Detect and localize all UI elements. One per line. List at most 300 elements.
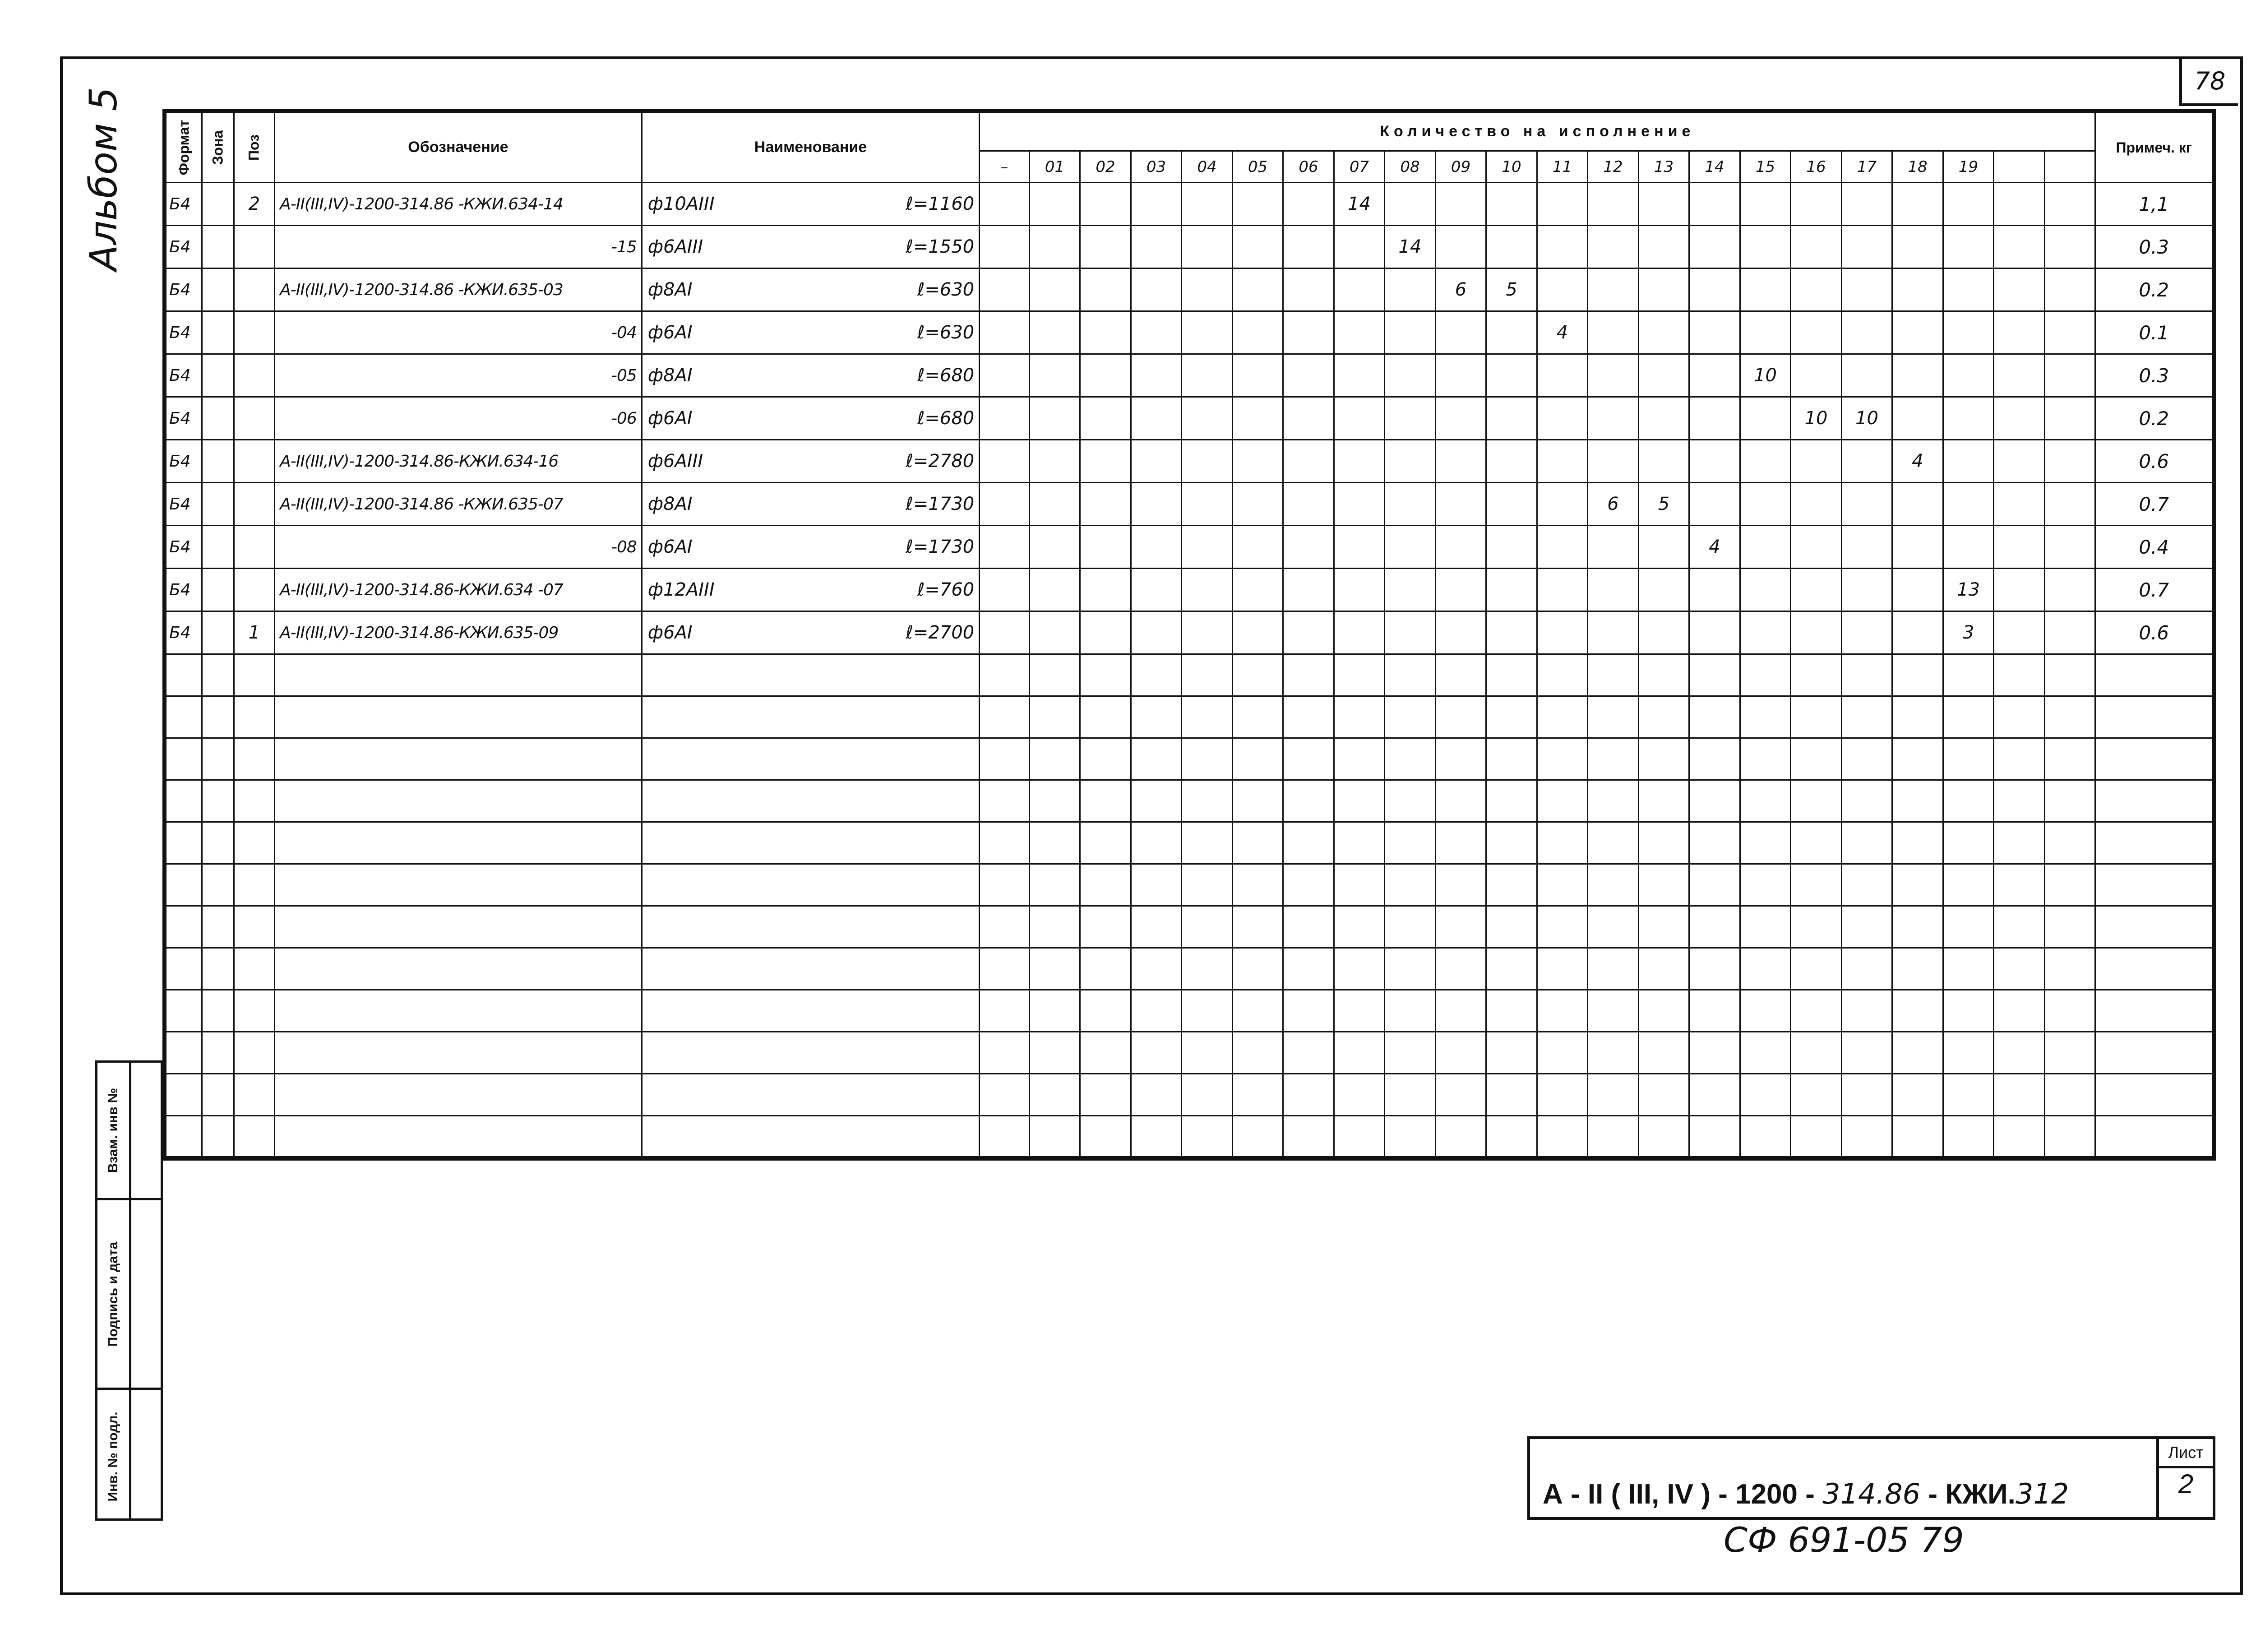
note-cell [2095, 906, 2213, 948]
header-zone: Зона [202, 112, 234, 183]
quantity-cell [1334, 483, 1385, 526]
quantity-cell [1638, 354, 1689, 397]
bar-length: ℓ=1160 [906, 194, 975, 214]
quantity-cell [1588, 569, 1639, 611]
quantity-cell [1486, 569, 1537, 611]
quantity-cell [1385, 906, 1436, 948]
quantity-cell [1841, 822, 1892, 864]
quantity-cell [980, 780, 1030, 822]
designation-cell [275, 1032, 642, 1074]
table-row [166, 526, 2213, 569]
quantity-cell [1892, 183, 1943, 226]
variant-col-header: 12 [1588, 151, 1639, 183]
variant-col-header: 14 [1689, 151, 1740, 183]
quantity-cell [1385, 183, 1436, 226]
name-cell [642, 654, 979, 696]
format-cell [166, 864, 202, 906]
quantity-cell [1892, 311, 1943, 354]
quantity-cell [1638, 397, 1689, 440]
quantity-cell [1182, 738, 1233, 780]
name-cell [642, 1116, 979, 1158]
quantity-cell [1588, 822, 1639, 864]
quantity-cell [1131, 1074, 1182, 1116]
quantity-cell [2044, 397, 2095, 440]
quantity-cell [1334, 611, 1385, 654]
format-cell [166, 696, 202, 738]
quantity-cell [2044, 780, 2095, 822]
bar-length: ℓ=630 [917, 322, 975, 343]
pos-cell [234, 397, 274, 440]
header-note: Примеч. кг [2095, 112, 2213, 183]
zone-cell [202, 397, 234, 440]
quantity-cell: 4 [1537, 311, 1588, 354]
quantity-cell [1182, 268, 1233, 311]
quantity-cell [1740, 183, 1791, 226]
quantity-cell [1689, 440, 1740, 483]
quantity-cell [1385, 990, 1436, 1032]
bar-length: ℓ=1730 [906, 537, 975, 557]
quantity-cell [1029, 483, 1080, 526]
quantity-cell [1943, 483, 1994, 526]
pos-cell [234, 948, 274, 990]
quantity-cell [2044, 483, 2095, 526]
quantity-cell [1334, 1116, 1385, 1158]
table-row [166, 696, 2213, 738]
quantity-cell [1791, 611, 1842, 654]
quantity-cell [1334, 440, 1385, 483]
format-cell: Б4 [166, 569, 202, 611]
designation-cell: -06 [275, 397, 642, 440]
variant-col-header: 10 [1486, 151, 1537, 183]
quantity-cell [2044, 311, 2095, 354]
table-row [166, 183, 2213, 226]
quantity-cell [1740, 1032, 1791, 1074]
format-cell [166, 1074, 202, 1116]
zone-cell [202, 569, 234, 611]
quantity-cell [1182, 354, 1233, 397]
quantity-cell [1689, 397, 1740, 440]
quantity-cell [2044, 183, 2095, 226]
quantity-cell [1131, 354, 1182, 397]
quantity-cell [1334, 864, 1385, 906]
quantity-cell [1385, 1074, 1436, 1116]
quantity-cell [2044, 1116, 2095, 1158]
quantity-cell [1334, 526, 1385, 569]
note-cell [2095, 822, 2213, 864]
quantity-cell [1029, 696, 1080, 738]
quantity-cell [1740, 906, 1791, 948]
quantity-cell [1588, 948, 1639, 990]
quantity-cell [1283, 268, 1334, 311]
quantity-cell [1943, 226, 1994, 268]
variant-col-header: 19 [1943, 151, 1994, 183]
quantity-cell [1029, 268, 1080, 311]
quantity-cell [1689, 1074, 1740, 1116]
quantity-cell [980, 738, 1030, 780]
designation-cell: -15 [275, 226, 642, 268]
quantity-cell [1943, 864, 1994, 906]
quantity-cell [1638, 1074, 1689, 1116]
quantity-cell: 10 [1841, 397, 1892, 440]
table-row [166, 780, 2213, 822]
quantity-cell [1283, 1032, 1334, 1074]
designation-cell: А-II(III,IV)-1200-314.86 -КЖИ.635-03 [275, 268, 642, 311]
quantity-cell [1182, 440, 1233, 483]
zone-cell [202, 226, 234, 268]
quantity-cell [1385, 864, 1436, 906]
designation-cell: А-II(III,IV)-1200-314.86-КЖИ.634 -07 [275, 569, 642, 611]
quantity-cell [1182, 906, 1233, 948]
quantity-cell [1689, 483, 1740, 526]
quantity-cell [1638, 183, 1689, 226]
quantity-cell [1232, 483, 1283, 526]
quantity-cell [1232, 654, 1283, 696]
header-designation: Обозначение [275, 112, 642, 183]
quantity-cell [1841, 654, 1892, 696]
quantity-cell [2044, 654, 2095, 696]
zone-cell [202, 864, 234, 906]
quantity-cell [1232, 440, 1283, 483]
quantity-cell [1385, 738, 1436, 780]
quantity-cell [1791, 483, 1842, 526]
quantity-cell [1334, 696, 1385, 738]
quantity-cell [1943, 183, 1994, 226]
quantity-cell [1588, 268, 1639, 311]
quantity-cell [1841, 183, 1892, 226]
quantity-cell [1385, 1032, 1436, 1074]
quantity-cell [1283, 780, 1334, 822]
quantity-cell [1740, 483, 1791, 526]
quantity-cell [1486, 1074, 1537, 1116]
quantity-cell [1791, 226, 1842, 268]
quantity-cell [1994, 483, 2045, 526]
quantity-cell [1486, 906, 1537, 948]
quantity-cell [1537, 1074, 1588, 1116]
quantity-cell [1435, 696, 1486, 738]
table-row [166, 483, 2213, 526]
quantity-cell [1283, 906, 1334, 948]
quantity-cell [1080, 311, 1131, 354]
quantity-cell [1283, 226, 1334, 268]
quantity-cell [2044, 268, 2095, 311]
quantity-cell [1892, 948, 1943, 990]
quantity-cell [1638, 611, 1689, 654]
quantity-cell [1283, 397, 1334, 440]
quantity-cell [1385, 654, 1436, 696]
quantity-cell [1740, 780, 1791, 822]
quantity-cell [1385, 526, 1436, 569]
quantity-cell [1182, 311, 1233, 354]
variant-col-header: – [980, 151, 1030, 183]
quantity-cell [1537, 569, 1588, 611]
quantity-cell [1791, 268, 1842, 311]
bar-length: ℓ=630 [917, 279, 975, 300]
quantity-cell [1638, 780, 1689, 822]
quantity-cell [980, 906, 1030, 948]
quantity-cell [1892, 906, 1943, 948]
quantity-cell [1435, 948, 1486, 990]
quantity-cell [1131, 738, 1182, 780]
format-cell: Б4 [166, 483, 202, 526]
quantity-cell [1841, 990, 1892, 1032]
zone-cell [202, 311, 234, 354]
quantity-cell [980, 1116, 1030, 1158]
quantity-cell [1791, 311, 1842, 354]
quantity-cell [1791, 183, 1842, 226]
zone-cell [202, 1074, 234, 1116]
bar-diameter: ф6АI [647, 408, 693, 429]
quantity-cell [1740, 569, 1791, 611]
table-row [166, 311, 2213, 354]
quantity-cell [1588, 311, 1639, 354]
quantity-cell [1182, 526, 1233, 569]
quantity-cell [1029, 1116, 1080, 1158]
quantity-cell [1588, 354, 1639, 397]
quantity-cell [1486, 311, 1537, 354]
quantity-cell [1740, 1074, 1791, 1116]
quantity-cell [1791, 780, 1842, 822]
sheet-number-box [2179, 59, 2238, 106]
quantity-cell [1283, 483, 1334, 526]
quantity-cell [1283, 990, 1334, 1032]
note-cell: 0.4 [2095, 526, 2213, 569]
quantity-cell [1689, 906, 1740, 948]
quantity-cell [1892, 696, 1943, 738]
quantity-cell [1080, 1032, 1131, 1074]
variant-col-header: 07 [1334, 151, 1385, 183]
quantity-cell [1486, 354, 1537, 397]
quantity-cell [1486, 780, 1537, 822]
quantity-cell [1841, 780, 1892, 822]
quantity-cell [1131, 822, 1182, 864]
quantity-cell [1638, 569, 1689, 611]
quantity-cell [1486, 483, 1537, 526]
format-cell [166, 822, 202, 864]
quantity-cell [1131, 397, 1182, 440]
quantity-cell [1943, 738, 1994, 780]
format-cell: Б4 [166, 311, 202, 354]
quantity-cell [1232, 948, 1283, 990]
quantity-cell [1740, 696, 1791, 738]
format-cell [166, 906, 202, 948]
quantity-cell [1588, 738, 1639, 780]
format-cell [166, 654, 202, 696]
quantity-cell [1029, 654, 1080, 696]
variant-col-header: 17 [1841, 151, 1892, 183]
variant-col-header: 03 [1131, 151, 1182, 183]
variant-col-header: 04 [1182, 151, 1233, 183]
quantity-cell [1080, 483, 1131, 526]
quantity-cell [1486, 654, 1537, 696]
quantity-cell [1994, 1032, 2045, 1074]
pos-cell: 1 [234, 611, 274, 654]
quantity-cell [1232, 226, 1283, 268]
quantity-cell [1537, 654, 1588, 696]
quantity-cell [1029, 948, 1080, 990]
pos-cell [234, 864, 274, 906]
quantity-cell [1232, 1116, 1283, 1158]
quantity-cell [980, 569, 1030, 611]
quantity-cell [1537, 183, 1588, 226]
table-row [166, 990, 2213, 1032]
quantity-cell [1588, 611, 1639, 654]
note-cell [2095, 990, 2213, 1032]
quantity-cell [1182, 864, 1233, 906]
quantity-cell [1689, 183, 1740, 226]
quantity-cell [1841, 864, 1892, 906]
quantity-cell [1892, 1032, 1943, 1074]
quantity-cell [1638, 906, 1689, 948]
quantity-cell [1029, 354, 1080, 397]
quantity-cell [1537, 268, 1588, 311]
pos-cell [234, 906, 274, 948]
designation-cell: А-II(III,IV)-1200-314.86 -КЖИ.635-07 [275, 483, 642, 526]
quantity-cell [1892, 268, 1943, 311]
quantity-cell [1994, 311, 2045, 354]
variant-col-header: 16 [1791, 151, 1842, 183]
bar-length: ℓ=2700 [906, 622, 975, 643]
quantity-cell [1131, 183, 1182, 226]
quantity-cell [1791, 354, 1842, 397]
variant-col-header: 06 [1283, 151, 1334, 183]
quantity-cell [1486, 440, 1537, 483]
quantity-cell [1537, 1032, 1588, 1074]
quantity-cell [2044, 1032, 2095, 1074]
quantity-cell [980, 483, 1030, 526]
format-cell: Б4 [166, 183, 202, 226]
quantity-cell [1385, 354, 1436, 397]
quantity-cell [1994, 864, 2045, 906]
quantity-cell [1334, 268, 1385, 311]
quantity-cell [1841, 611, 1892, 654]
table-row [166, 226, 2213, 268]
note-cell [2095, 738, 2213, 780]
name-cell [642, 226, 979, 268]
zone-cell [202, 354, 234, 397]
quantity-cell [1994, 696, 2045, 738]
quantity-cell [1689, 311, 1740, 354]
quantity-cell [1537, 526, 1588, 569]
quantity-cell [1283, 526, 1334, 569]
quantity-cell [1486, 526, 1537, 569]
quantity-cell [1791, 440, 1842, 483]
quantity-cell [1892, 1116, 1943, 1158]
quantity-cell [1892, 569, 1943, 611]
format-cell [166, 780, 202, 822]
zone-cell [202, 822, 234, 864]
quantity-cell [2044, 696, 2095, 738]
quantity-cell [1638, 268, 1689, 311]
quantity-cell [1080, 780, 1131, 822]
quantity-cell [1435, 526, 1486, 569]
quantity-cell: 4 [1689, 526, 1740, 569]
quantity-cell [1131, 864, 1182, 906]
quantity-cell [1385, 440, 1436, 483]
quantity-cell [1740, 611, 1791, 654]
quantity-cell [1080, 569, 1131, 611]
quantity-cell [1435, 654, 1486, 696]
quantity-cell [1537, 906, 1588, 948]
quantity-cell [1994, 1116, 2045, 1158]
variant-col-header: 13 [1638, 151, 1689, 183]
quantity-cell [1740, 268, 1791, 311]
quantity-cell [1791, 696, 1842, 738]
format-cell: Б4 [166, 397, 202, 440]
specification-table [162, 109, 2216, 1159]
quantity-cell [1486, 990, 1537, 1032]
quantity-cell [1537, 822, 1588, 864]
quantity-cell [1334, 397, 1385, 440]
quantity-cell [1029, 569, 1080, 611]
pos-cell [234, 483, 274, 526]
quantity-cell [1892, 822, 1943, 864]
note-cell [2095, 780, 2213, 822]
quantity-cell [1892, 397, 1943, 440]
quantity-cell [1232, 822, 1283, 864]
note-cell: 0.2 [2095, 397, 2213, 440]
quantity-cell [1486, 738, 1537, 780]
format-cell [166, 738, 202, 780]
zone-cell [202, 654, 234, 696]
pos-cell [234, 738, 274, 780]
quantity-cell [1182, 948, 1233, 990]
zone-cell [202, 696, 234, 738]
quantity-cell: 6 [1435, 268, 1486, 311]
bar-diameter: ф6АI [647, 322, 693, 343]
quantity-cell [1486, 1032, 1537, 1074]
designation-cell: -04 [275, 311, 642, 354]
quantity-cell [1943, 696, 1994, 738]
quantity-cell [1182, 780, 1233, 822]
note-cell [2095, 1074, 2213, 1116]
name-cell [642, 311, 979, 354]
quantity-cell [1994, 569, 2045, 611]
name-cell [642, 906, 979, 948]
designation-cell: -05 [275, 354, 642, 397]
quantity-cell [1994, 611, 2045, 654]
designation-cell: А-II(III,IV)-1200-314.86 -КЖИ.634-14 [275, 183, 642, 226]
quantity-cell [1943, 822, 1994, 864]
format-cell: Б4 [166, 268, 202, 311]
quantity-cell [1182, 696, 1233, 738]
quantity-cell [1435, 864, 1486, 906]
quantity-cell [1841, 226, 1892, 268]
quantity-cell [1943, 906, 1994, 948]
quantity-cell [1638, 990, 1689, 1032]
quantity-cell [1740, 738, 1791, 780]
note-cell: 0.1 [2095, 311, 2213, 354]
title-block-divider [162, 1158, 2216, 1161]
quantity-cell [1892, 354, 1943, 397]
quantity-cell [2044, 611, 2095, 654]
format-cell: Б4 [166, 611, 202, 654]
name-cell [642, 696, 979, 738]
designation-cell [275, 822, 642, 864]
quantity-cell [1232, 311, 1283, 354]
quantity-cell [980, 526, 1030, 569]
quantity-cell [1588, 906, 1639, 948]
name-cell [642, 268, 979, 311]
quantity-cell [1385, 696, 1436, 738]
quantity-cell [1232, 611, 1283, 654]
quantity-cell [2044, 906, 2095, 948]
zone-cell [202, 1116, 234, 1158]
pos-cell [234, 440, 274, 483]
table-row [166, 948, 2213, 990]
quantity-cell [1435, 354, 1486, 397]
note-cell: 0.7 [2095, 483, 2213, 526]
quantity-cell [1588, 654, 1639, 696]
